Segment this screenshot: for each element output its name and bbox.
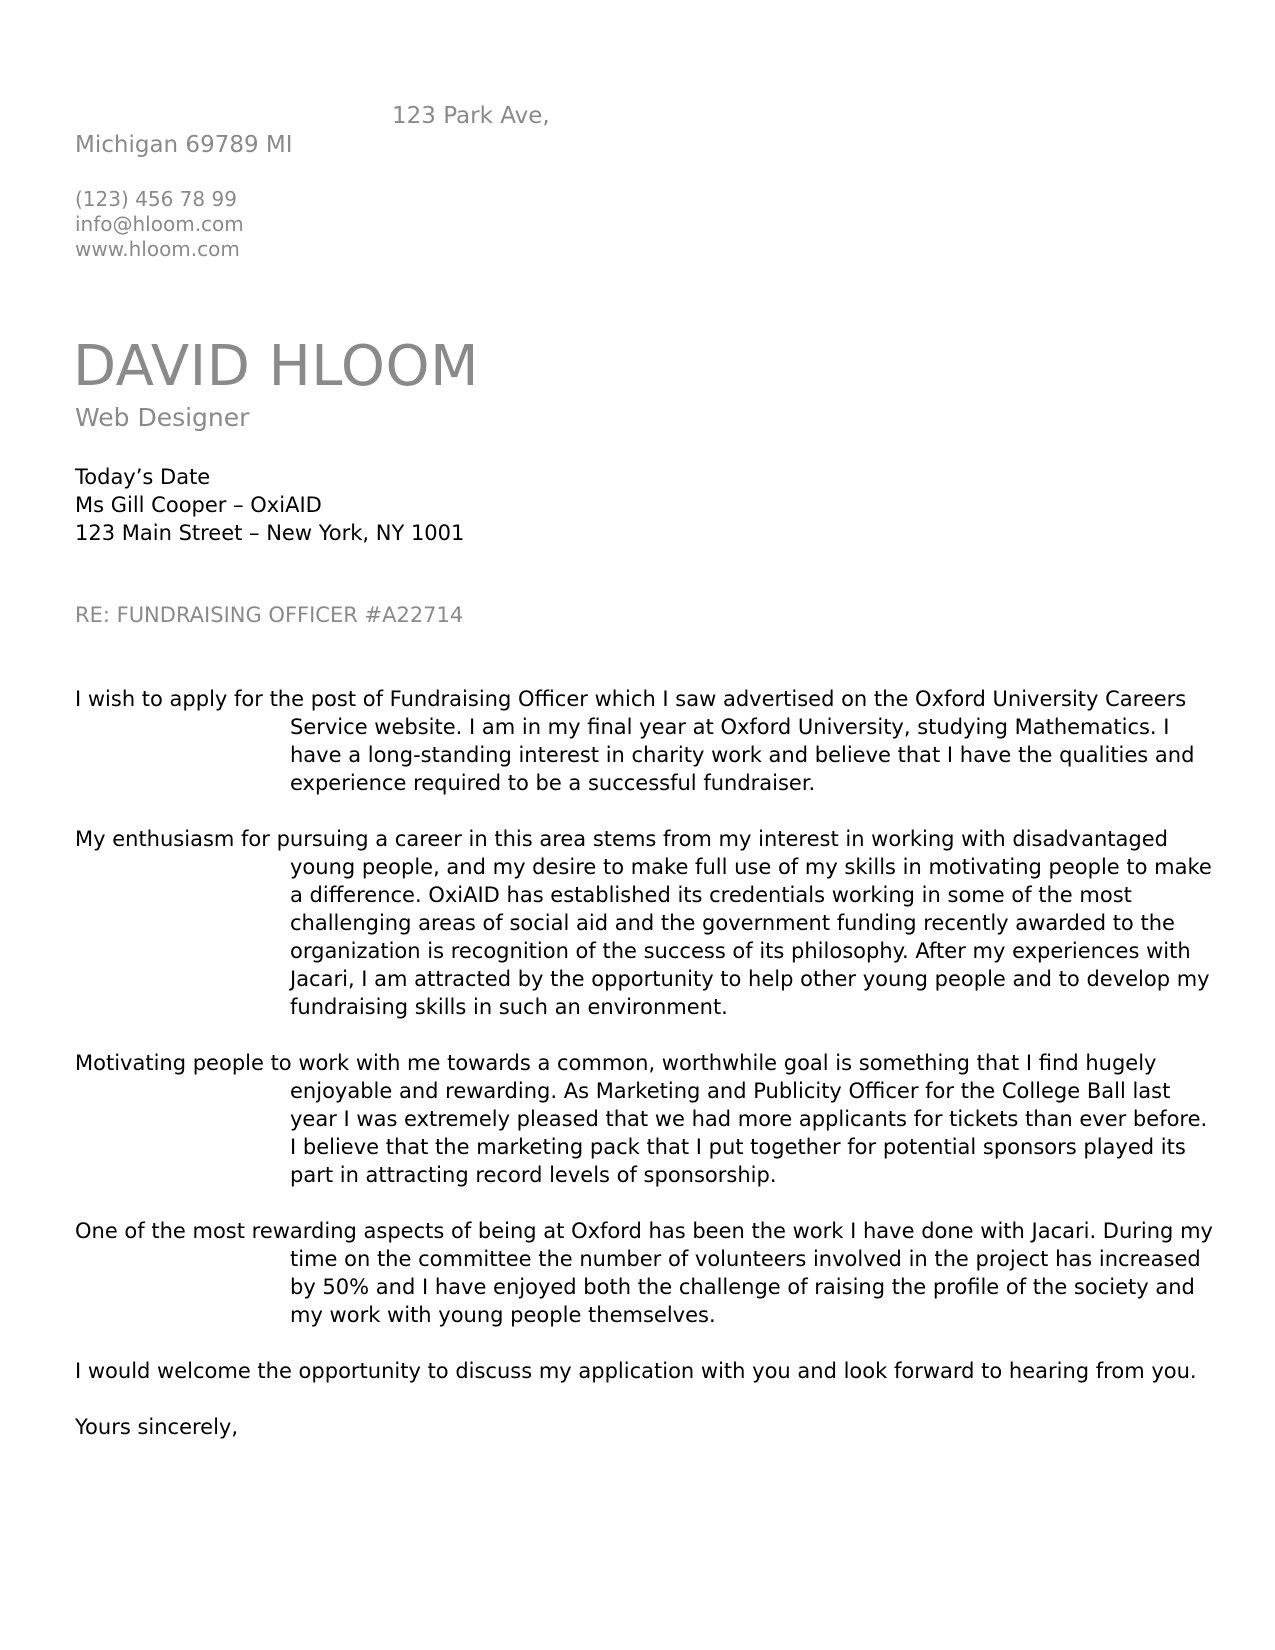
- body-paragraph-2: My enthusiasm for pursuing a career in this area stems from my interest in working with disadvantaged young people, and my desire to make full use of my skills in motivating people to make a difference. OxiAID has established its credentials working in some of the most challenging areas of social aid and the government funding recently awarded to the organization is recognition of the success of its philosophy. After my experiences with Jacari, I am attracted by the opportunity to help other young people and to develop my fundraising skills in such an environment.: [75, 827, 1212, 1019]
- body-paragraph-1: I wish to apply for the post of Fundraising Officer which I saw advertised on the Oxford University Careers Service website. I am in my final year at Oxford University, studying Mathematics. I have a long-standing interest in charity work and believe that I have the qualities and experience required to be a successful fundraiser.: [75, 687, 1195, 795]
- sender-address-line2: Michigan 69789 MI: [75, 132, 293, 158]
- sender-phone: (123) 456 78 99: [75, 187, 237, 211]
- body-paragraph-4: One of the most rewarding aspects of being at Oxford has been the work I have done with Jacari. During my time on the committee the number of volunteers involved in the project has increased by 50% and I have enjoyed both the challenge of raising the profile of the society and my work with young people themselves.: [75, 1219, 1213, 1327]
- closing-salutation: Yours sincerely,: [75, 1415, 239, 1439]
- body-paragraph-5: I would welcome the opportunity to discuss my application with you and look forward to hearing from you.: [75, 1359, 1197, 1383]
- body-paragraph-3: Motivating people to work with me towards a common, worthwhile goal is something that I find hugely enjoyable and rewarding. As Marketing and Publicity Officer for the College Ball last year I was extremely pleased that we had more applicants for tickets than ever before. I believe that the marketing pack that I put together for potential sponsors played its part in attracting record levels of sponsorship.: [75, 1051, 1208, 1187]
- subject-line: RE: FUNDRAISING OFFICER #A22714: [75, 603, 464, 627]
- recipient-address: 123 Main Street – New York, NY 1001: [75, 521, 465, 545]
- letter-body: [75, 685, 1215, 1441]
- recipient-block: [75, 463, 464, 547]
- sender-job-title: Web Designer: [75, 403, 250, 432]
- sender-website: www.hloom.com: [75, 237, 240, 261]
- recipient-name-company: Ms Gill Cooper – OxiAID: [75, 493, 322, 517]
- sender-email: info@hloom.com: [75, 212, 244, 236]
- sender-address-line1: 123 Park Ave,: [392, 103, 550, 129]
- sender-contact-block: [75, 187, 244, 262]
- letter-date: Today’s Date: [75, 465, 211, 489]
- sender-name: DAVID HLOOM: [73, 334, 479, 399]
